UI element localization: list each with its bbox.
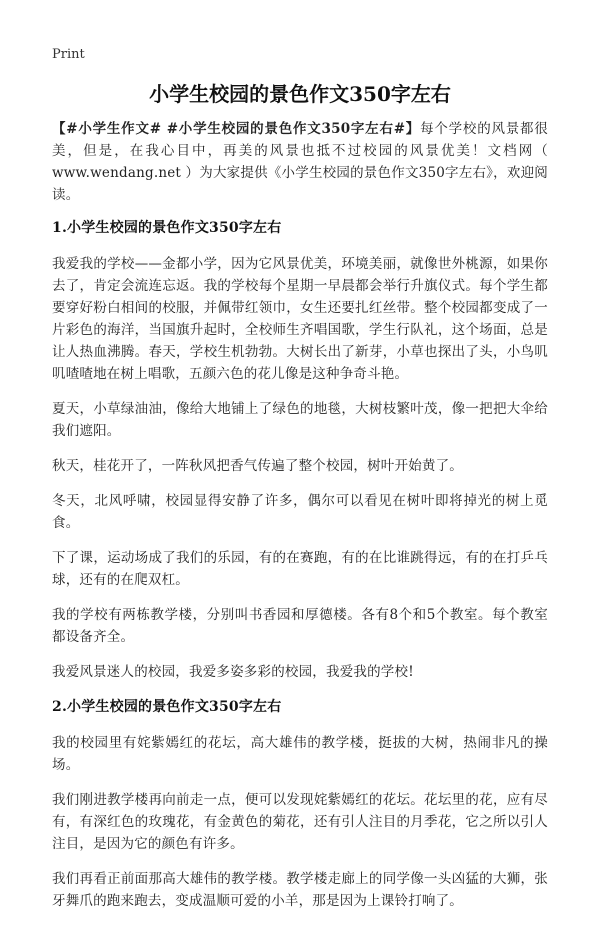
section-paragraph: 下了课，运动场成了我们的乐园，有的在赛跑，有的在比谁跳得远，有的在打乒乓球，还有的在爬双杠。 [52, 550, 548, 588]
intro-paragraph [52, 118, 548, 206]
section-paragraph: 冬天，北风呼啸，校园显得安静了许多，偶尔可以看见在树叶即将掉光的树上觅食。 [52, 493, 548, 531]
section-paragraph: 我的学校有两栋教学楼，分别叫书香园和厚德楼。各有8个和5个教室。每个教室都设备齐全。 [52, 607, 548, 645]
section-heading: 2.小学生校园的景色作文350字左右 [52, 699, 282, 715]
print-link[interactable]: Print [52, 47, 85, 62]
intro-tags: 【#小学生作文# #小学生校园的景色作文350字左右#】 [52, 121, 421, 137]
section-paragraph: 我爱风景迷人的校园，我爱多姿多彩的校园，我爱我的学校! [52, 664, 414, 680]
article-body [52, 118, 548, 925]
section-paragraph: 我爱我的学校——金都小学，因为它风景优美，环境美丽，就像世外桃源，如果你去了，肯定会流连忘返。我的学校每个星期一早晨都会举行升旗仪式。每个学生都要穿好粉白相间的校服，并佩带红领巾，女生还要扎红丝带。整个校园都变成了一片彩色的海洋，当国旗升起时，全校师生齐唱国歌，学生行队礼，这个场面，总是让人热血沸腾。春天，学校生机勃勃。大树长出了新芽，小草也探出了头，小鸟叽叽喳喳地在树上唱歌，五颜六色的花儿像是这种争奇斗艳。 [52, 256, 548, 382]
section-paragraph: 夏天，小草绿油油，像给大地铺上了绿色的地毯，大树枝繁叶茂，像一把把大伞给我们遮阳。 [52, 401, 548, 439]
page-title: 小学生校园的景色作文350字左右 [149, 82, 451, 106]
section-paragraph: 我们再看正前面那高大雄伟的教学楼。教学楼走廊上的同学像一头凶猛的大狮，张牙舞爪的跑来跑去，变成温顺可爱的小羊，那是因为上课铃打响了。 [52, 871, 548, 909]
section-paragraph: 秋天，桂花开了，一阵秋风把香气传遍了整个校园，树叶开始黄了。 [52, 458, 463, 474]
section-paragraph: 我的校园里有姹紫嫣红的花坛，高大雄伟的教学楼，挺拔的大树，热闹非凡的操场。 [52, 735, 548, 773]
intro-text: 每个学校的风景都很美，但是，在我心目中，再美的风景也抵不过校园的风景优美！文档网（ www.wendang.net ）为大家提供《小学生校园的景色作文350字左右》，欢迎阅读。 [52, 121, 548, 203]
section-paragraph: 我们刚进教学楼再向前走一点，便可以发现姹紫嫣红的花坛。花坛里的花，应有尽有，有深红色的玫瑰花，有金黄色的菊花，还有引人注目的月季花，它之所以引人注目，是因为它的颜色有许多。 [52, 792, 548, 852]
section-heading: 1.小学生校园的景色作文350字左右 [52, 220, 282, 236]
